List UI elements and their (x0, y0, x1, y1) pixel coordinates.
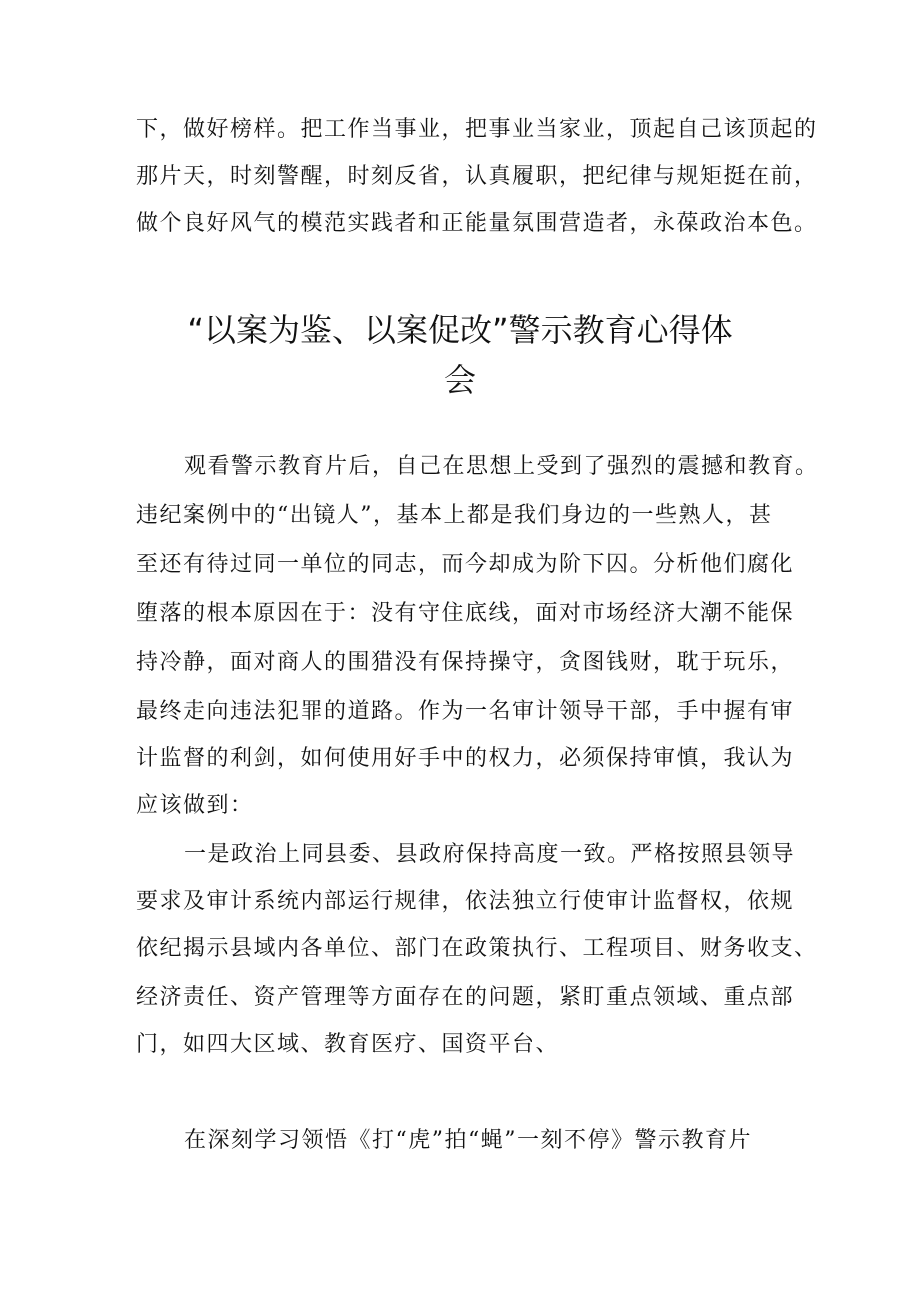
paragraph1-line-2: 违纪案例中的“出镜人”，基本上都是我们身边的一些熟人，甚 (136, 503, 773, 528)
paragraph2-line-1: 一是政治上同县委、县政府保持高度一致。严格按照县领导 (184, 842, 796, 867)
intro-line-1: 下，做好榜样。把工作当事业，把事业当家业，顶起自己该顶起的 (136, 117, 818, 142)
intro-line-3: 做个良好风气的模范实践者和正能量氛围营造者，永葆政治本色。 (136, 211, 818, 236)
paragraph2-line-3: 依纪揭示县域内各单位、部门在政策执行、工程项目、财务收支、 (136, 936, 818, 961)
paragraph1-line-3: 至还有待过同一单位的同志，而今却成为阶下囚。分析他们腐化 (136, 552, 795, 577)
paragraph1-line-7: 计监督的利剑，如何使用好手中的权力，必须保持审慎，我认为 (136, 746, 795, 771)
paragraph1-line-8: 应该做到： (136, 793, 254, 818)
paragraph3-line-1: 在深刻学习领悟《打“虎”拍“蝇”一刻不停》警示教育片 (184, 1128, 752, 1153)
heading-line-1: “以案为鉴、以案促改”警示教育心得体 (187, 311, 733, 349)
intro-line-2: 那片天，时刻警醒，时刻反省，认真履职，把纪律与规矩挺在前， (136, 164, 818, 189)
paragraph2-line-4: 经济责任、资产管理等方面存在的问题，紧盯重点领域、重点部 (136, 985, 795, 1010)
paragraph2-line-2: 要求及审计系统内部运行规律，依法独立行使审计监督权，依规 (136, 889, 795, 914)
paragraph1-line-4: 堕落的根本原因在于：没有守住底线，面对市场经济大潮不能保 (136, 601, 795, 626)
paragraph2-line-5: 门，如四大区域、教育医疗、国资平台、 (136, 1032, 560, 1057)
paragraph1-line-6: 最终走向违法犯罪的道路。作为一名审计领导干部，手中握有审 (136, 699, 795, 724)
heading-line-2: 会 (443, 361, 476, 399)
paragraph1-line-1: 观看警示教育片后，自己在思想上受到了强烈的震撼和教育。 (184, 454, 819, 479)
paragraph1-line-5: 持冷静，面对商人的围猎没有保持操守，贪图钱财，耽于玩乐， (136, 650, 795, 675)
